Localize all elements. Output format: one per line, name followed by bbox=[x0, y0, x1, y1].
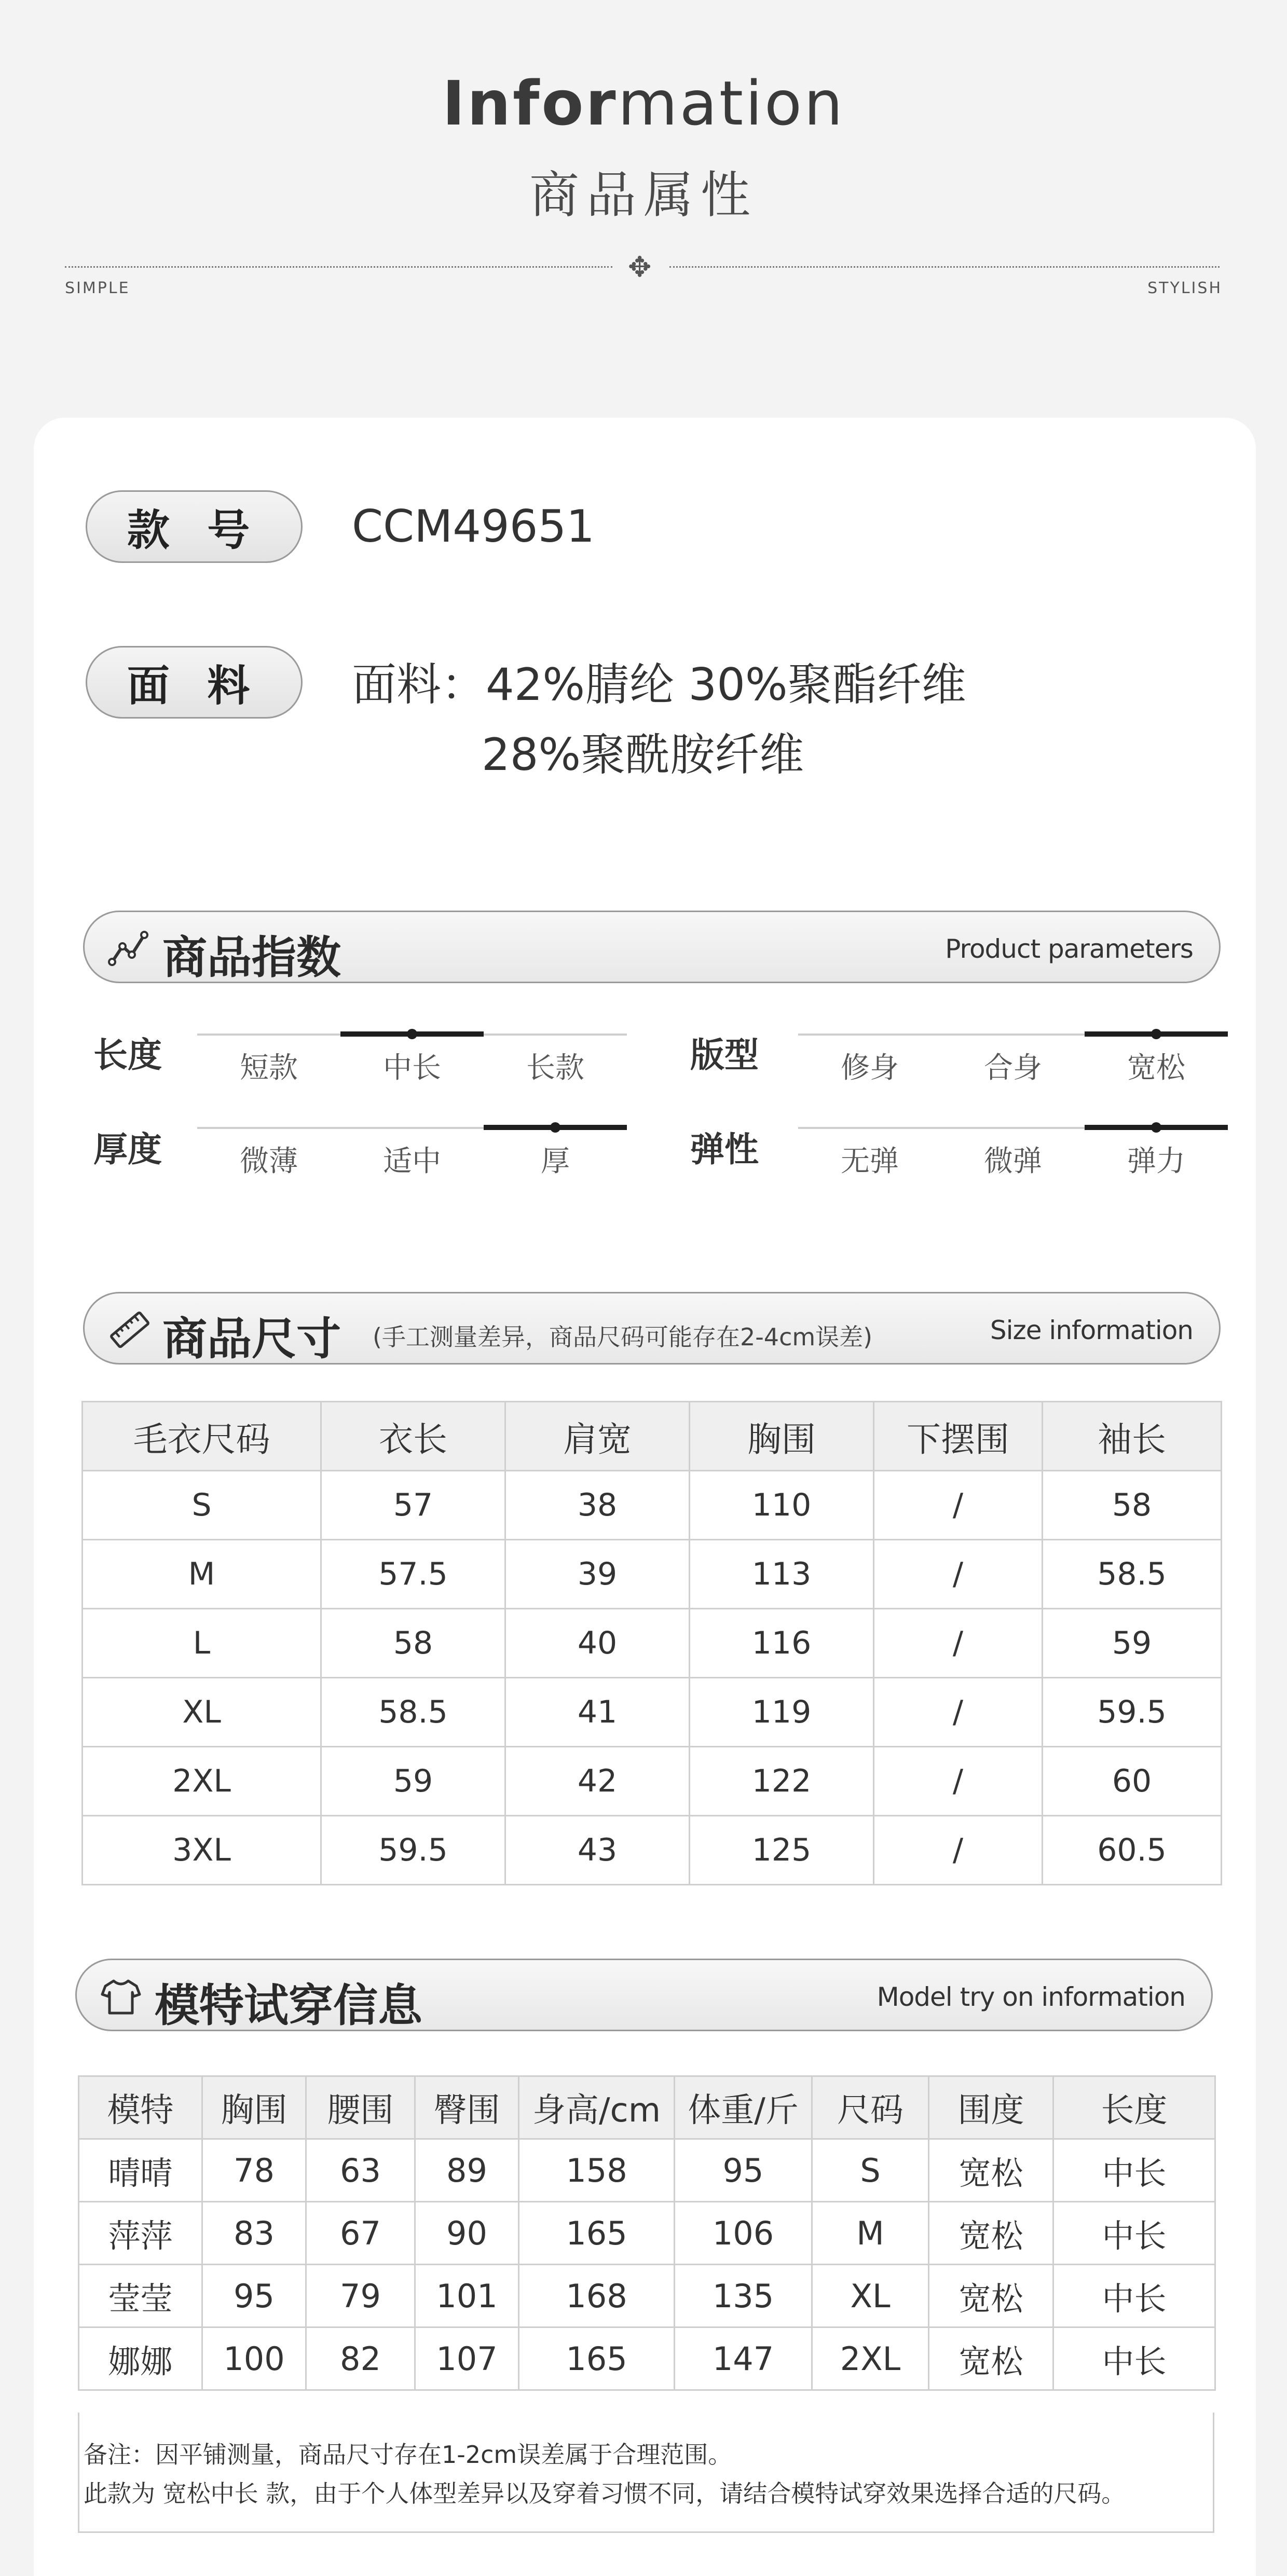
table-row bbox=[83, 1540, 1222, 1609]
model-table-cell: 83 bbox=[202, 2202, 306, 2265]
model-table-cell: 晴晴 bbox=[79, 2139, 202, 2202]
size-table-cell: 42 bbox=[505, 1747, 690, 1816]
param-label: 厚度 bbox=[93, 1129, 162, 1169]
size-table-cell: 59.5 bbox=[321, 1816, 505, 1885]
model-table-cell: 79 bbox=[306, 2265, 415, 2327]
style-number-label: 款 号 bbox=[86, 490, 303, 563]
param-label: 版型 bbox=[690, 1035, 759, 1075]
size-table-cell: 122 bbox=[690, 1747, 874, 1816]
size-table-cell: 113 bbox=[690, 1540, 874, 1609]
param-label: 长度 bbox=[93, 1035, 162, 1075]
param-scale bbox=[197, 1034, 627, 1085]
model-table-header bbox=[79, 2076, 1215, 2139]
section-bar-model-information bbox=[75, 1959, 1213, 2031]
model-table-cell: 宽松 bbox=[929, 2327, 1053, 2390]
remark-line-1: 备注：因平铺测量，商品尺寸存在1-2cm误差属于合理范围。 bbox=[84, 2441, 732, 2469]
size-table-cell: 39 bbox=[505, 1540, 690, 1609]
model-table-cell: 宽松 bbox=[929, 2265, 1053, 2327]
model-table-header-cell: 腰围 bbox=[306, 2076, 415, 2139]
table-row bbox=[83, 1816, 1222, 1885]
scale-option: 修身 bbox=[841, 1051, 899, 1085]
model-table-cell: 中长 bbox=[1053, 2139, 1215, 2202]
size-table-cell: L bbox=[83, 1609, 321, 1678]
model-table-cell: 莹莹 bbox=[79, 2265, 202, 2327]
model-table-cell: 萍萍 bbox=[79, 2202, 202, 2265]
size-table-cell: 41 bbox=[505, 1678, 690, 1747]
section-title: 商品指数 bbox=[162, 932, 341, 984]
model-table-header-cell: 长度 bbox=[1053, 2076, 1215, 2139]
model-table-cell: 2XL bbox=[812, 2327, 929, 2390]
model-table-cell: 165 bbox=[519, 2327, 675, 2390]
scale-option: 适中 bbox=[383, 1145, 441, 1178]
model-table-cell: 中长 bbox=[1053, 2202, 1215, 2265]
model-table-cell: 158 bbox=[519, 2139, 675, 2202]
size-table-cell: 40 bbox=[505, 1609, 690, 1678]
size-table-cell: 110 bbox=[690, 1471, 874, 1540]
scale-option: 短款 bbox=[240, 1051, 298, 1085]
model-table-cell: 147 bbox=[675, 2327, 812, 2390]
size-table-header-cell: 衣长 bbox=[321, 1402, 505, 1471]
table-row bbox=[83, 1471, 1222, 1540]
page-subtitle: 商品属性 bbox=[529, 166, 758, 224]
size-table-cell: 58.5 bbox=[1043, 1540, 1222, 1609]
size-table-cell: S bbox=[83, 1471, 321, 1540]
model-table-header-cell: 尺码 bbox=[812, 2076, 929, 2139]
section-english-title: Product parameters bbox=[945, 934, 1193, 964]
size-table-cell: 116 bbox=[690, 1609, 874, 1678]
section-english-title: Size information bbox=[990, 1315, 1193, 1345]
model-table-header-cell: 模特 bbox=[79, 2076, 202, 2139]
model-table-cell: 82 bbox=[306, 2327, 415, 2390]
simple-tag: SIMPLE bbox=[65, 279, 130, 297]
size-table-header-cell: 袖长 bbox=[1043, 1402, 1222, 1471]
model-table-cell: M bbox=[812, 2202, 929, 2265]
model-table-cell: 89 bbox=[415, 2139, 519, 2202]
size-table-cell: / bbox=[874, 1816, 1043, 1885]
scale-marker-dot bbox=[1151, 1122, 1161, 1133]
model-table-cell: XL bbox=[812, 2265, 929, 2327]
size-table-cell: 57.5 bbox=[321, 1540, 505, 1609]
size-table-cell: 58 bbox=[1043, 1471, 1222, 1540]
scale-option: 长款 bbox=[526, 1051, 584, 1085]
four-point-cross-icon: ✥ bbox=[628, 251, 652, 283]
param-label: 弹性 bbox=[690, 1129, 759, 1169]
divider-left bbox=[65, 266, 612, 268]
model-table-header-cell: 身高/cm bbox=[519, 2076, 675, 2139]
model-table-header-cell: 体重/斤 bbox=[675, 2076, 812, 2139]
model-table-cell: 中长 bbox=[1053, 2327, 1215, 2390]
size-table-cell: 58 bbox=[321, 1609, 505, 1678]
scale-option: 微弹 bbox=[984, 1145, 1042, 1178]
fabric-line-1: 面料：42%腈纶 30%聚酯纤维 bbox=[352, 659, 966, 711]
size-table-cell: / bbox=[874, 1609, 1043, 1678]
size-tolerance-note: (手工测量差异，商品尺码可能存在2-4cm误差) bbox=[373, 1323, 873, 1351]
model-table bbox=[78, 2075, 1216, 2391]
size-table-cell: 59.5 bbox=[1043, 1678, 1222, 1747]
scale-option: 宽松 bbox=[1127, 1051, 1185, 1085]
size-table-cell: XL bbox=[83, 1678, 321, 1747]
model-table-cell: 宽松 bbox=[929, 2202, 1053, 2265]
size-table-header-cell: 下摆围 bbox=[874, 1402, 1043, 1471]
model-table-header-cell: 围度 bbox=[929, 2076, 1053, 2139]
fabric-line-2: 28%聚酰胺纤维 bbox=[482, 729, 804, 781]
param-scale bbox=[798, 1127, 1228, 1178]
size-table-cell: / bbox=[874, 1540, 1043, 1609]
ruler-icon bbox=[108, 1309, 149, 1351]
param-scale bbox=[798, 1034, 1228, 1085]
scale-option: 中长 bbox=[383, 1051, 441, 1085]
scale-marker-dot bbox=[407, 1029, 417, 1039]
table-row bbox=[83, 1747, 1222, 1816]
model-table-cell: 67 bbox=[306, 2202, 415, 2265]
model-table-cell: 78 bbox=[202, 2139, 306, 2202]
section-title: 模特试穿信息 bbox=[155, 1980, 422, 2032]
model-table-cell: 135 bbox=[675, 2265, 812, 2327]
size-table bbox=[81, 1401, 1222, 1885]
model-table-cell: 100 bbox=[202, 2327, 306, 2390]
size-table-header-cell: 毛衣尺码 bbox=[83, 1402, 321, 1471]
model-table-cell: 165 bbox=[519, 2202, 675, 2265]
scale-option: 微薄 bbox=[240, 1145, 298, 1178]
size-table-cell: M bbox=[83, 1540, 321, 1609]
line-chart-icon bbox=[108, 928, 149, 969]
model-table-cell: 63 bbox=[306, 2139, 415, 2202]
section-title: 商品尺寸 bbox=[162, 1313, 341, 1365]
table-row bbox=[79, 2139, 1215, 2202]
size-table-cell: 60 bbox=[1043, 1747, 1222, 1816]
style-number-value: CCM49651 bbox=[352, 501, 595, 553]
remark-line-2: 此款为 宽松中长 款，由于个人体型差异以及穿着习惯不同，请结合模特试穿效果选择合适的尺码。 bbox=[84, 2479, 1126, 2508]
size-table-cell: / bbox=[874, 1471, 1043, 1540]
size-table-cell: / bbox=[874, 1747, 1043, 1816]
model-table-cell: 101 bbox=[415, 2265, 519, 2327]
scale-option: 弹力 bbox=[1127, 1145, 1185, 1178]
model-table-cell: 宽松 bbox=[929, 2139, 1053, 2202]
scale-option: 厚 bbox=[541, 1145, 570, 1178]
size-table-header bbox=[83, 1402, 1222, 1471]
param-scale bbox=[197, 1127, 627, 1178]
size-table-cell: 58.5 bbox=[321, 1678, 505, 1747]
model-table-cell: 107 bbox=[415, 2327, 519, 2390]
page-title: Information bbox=[442, 67, 845, 139]
size-table-cell: 119 bbox=[690, 1678, 874, 1747]
scale-marker-dot bbox=[550, 1122, 560, 1133]
size-table-cell: 57 bbox=[321, 1471, 505, 1540]
size-table-cell: 43 bbox=[505, 1816, 690, 1885]
size-table-cell: 59 bbox=[1043, 1609, 1222, 1678]
size-table-cell: 59 bbox=[321, 1747, 505, 1816]
size-table-cell: 125 bbox=[690, 1816, 874, 1885]
model-table-cell: 90 bbox=[415, 2202, 519, 2265]
section-bar-size-information bbox=[83, 1292, 1221, 1365]
model-table-cell: 娜娜 bbox=[79, 2327, 202, 2390]
stylish-tag: STYLISH bbox=[1147, 279, 1222, 297]
model-table-cell: 95 bbox=[202, 2265, 306, 2327]
scale-marker-dot bbox=[1151, 1029, 1161, 1039]
fabric-label: 面 料 bbox=[86, 646, 303, 719]
model-table-cell: 95 bbox=[675, 2139, 812, 2202]
model-table-header-cell: 臀围 bbox=[415, 2076, 519, 2139]
table-row bbox=[79, 2327, 1215, 2390]
size-table-cell: / bbox=[874, 1678, 1043, 1747]
shirt-icon bbox=[100, 1976, 142, 2017]
size-table-cell: 38 bbox=[505, 1471, 690, 1540]
scale-option: 无弹 bbox=[841, 1145, 899, 1178]
size-table-cell: 60.5 bbox=[1043, 1816, 1222, 1885]
scale-option: 合身 bbox=[984, 1051, 1042, 1085]
divider-right bbox=[669, 266, 1220, 268]
size-table-header-cell: 肩宽 bbox=[505, 1402, 690, 1471]
size-table-header-cell: 胸围 bbox=[690, 1402, 874, 1471]
section-bar-product-parameters bbox=[83, 911, 1221, 983]
model-table-cell: 168 bbox=[519, 2265, 675, 2327]
model-table-header-cell: 胸围 bbox=[202, 2076, 306, 2139]
section-english-title: Model try on information bbox=[877, 1982, 1185, 2012]
size-table-cell: 2XL bbox=[83, 1747, 321, 1816]
table-row bbox=[83, 1609, 1222, 1678]
model-table-cell: 中长 bbox=[1053, 2265, 1215, 2327]
table-row bbox=[79, 2265, 1215, 2327]
model-table-cell: S bbox=[812, 2139, 929, 2202]
table-row bbox=[79, 2202, 1215, 2265]
remark-box bbox=[78, 2413, 1214, 2533]
size-table-cell: 3XL bbox=[83, 1816, 321, 1885]
model-table-cell: 106 bbox=[675, 2202, 812, 2265]
table-row bbox=[83, 1678, 1222, 1747]
